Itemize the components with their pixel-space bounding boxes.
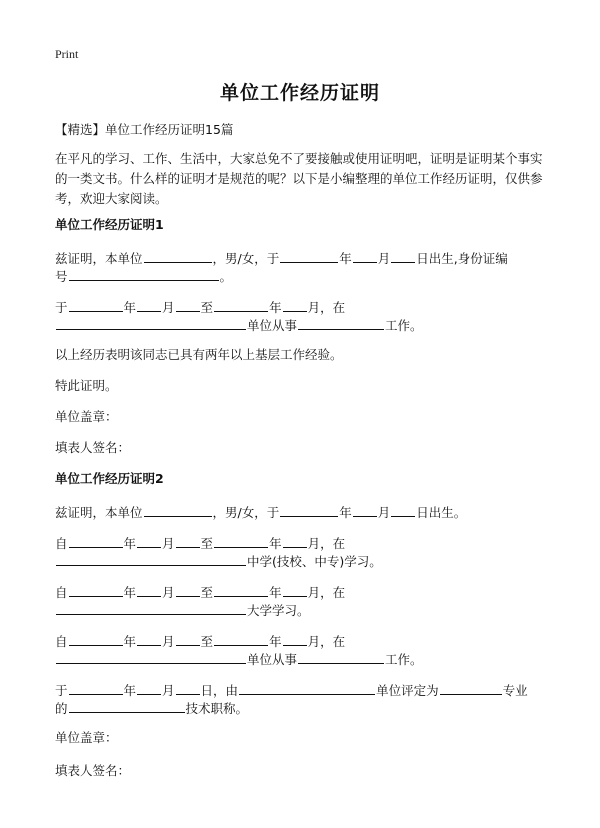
section1-para1-line1: 兹证明，本单位 ，男/女，于 年 月 日出生,身份证编 bbox=[55, 248, 508, 268]
section1-para3: 以上经历表明该同志已具有两年以上基层工作经验。 bbox=[55, 347, 343, 362]
section2-stamp: 单位盖章： bbox=[55, 730, 118, 745]
section1-signature: 填表人签名： bbox=[55, 440, 131, 455]
print-label: Print bbox=[55, 47, 79, 61]
intro-paragraph: 在平凡的学习、工作、生活中，大家总免不了要接触或使用证明吧，证明是证明某个事实的一类文书。什么样的证明才是规范的呢？以下是小编整理的单位工作经历证明，仅供参考，欢迎大家阅读。 bbox=[55, 151, 543, 206]
section1-para1-line2: 号 。 bbox=[55, 266, 232, 286]
section2-para4-line2: 单位从事 工作。 bbox=[55, 649, 423, 669]
section2-para1: 兹证明，本单位 ，男/女，于 年 月 日出生。 bbox=[55, 502, 466, 522]
section1-stamp: 单位盖章： bbox=[55, 409, 118, 424]
section2-para5-line2: 的 技术职称。 bbox=[55, 698, 248, 718]
section1-para4: 特此证明。 bbox=[55, 378, 118, 393]
section1-para2-line1: 于 年 月 至 年 月，在 bbox=[55, 297, 345, 317]
page-title: 单位工作经历证明 bbox=[219, 82, 380, 104]
section1-para2-line2: 单位从事 工作。 bbox=[55, 315, 423, 335]
section2-para2-line2: 中学(技校、中专)学习。 bbox=[55, 551, 382, 571]
section1-heading: 单位工作经历证明1 bbox=[55, 217, 164, 232]
section2-para4-line1: 自 年 月 至 年 月，在 bbox=[55, 631, 345, 651]
section2-signature: 填表人签名： bbox=[55, 763, 131, 778]
section2-para3-line2: 大学学习。 bbox=[55, 600, 310, 620]
section2-para3-line1: 自 年 月 至 年 月，在 bbox=[55, 582, 345, 602]
section2-para5-line1: 于 年 月 日，由 单位评定为 专业 bbox=[55, 680, 528, 700]
subtitle: 【精选】单位工作经历证明15篇 bbox=[55, 122, 234, 137]
section2-para2-line1: 自 年 月 至 年 月，在 bbox=[55, 533, 345, 553]
section2-heading: 单位工作经历证明2 bbox=[55, 471, 164, 486]
